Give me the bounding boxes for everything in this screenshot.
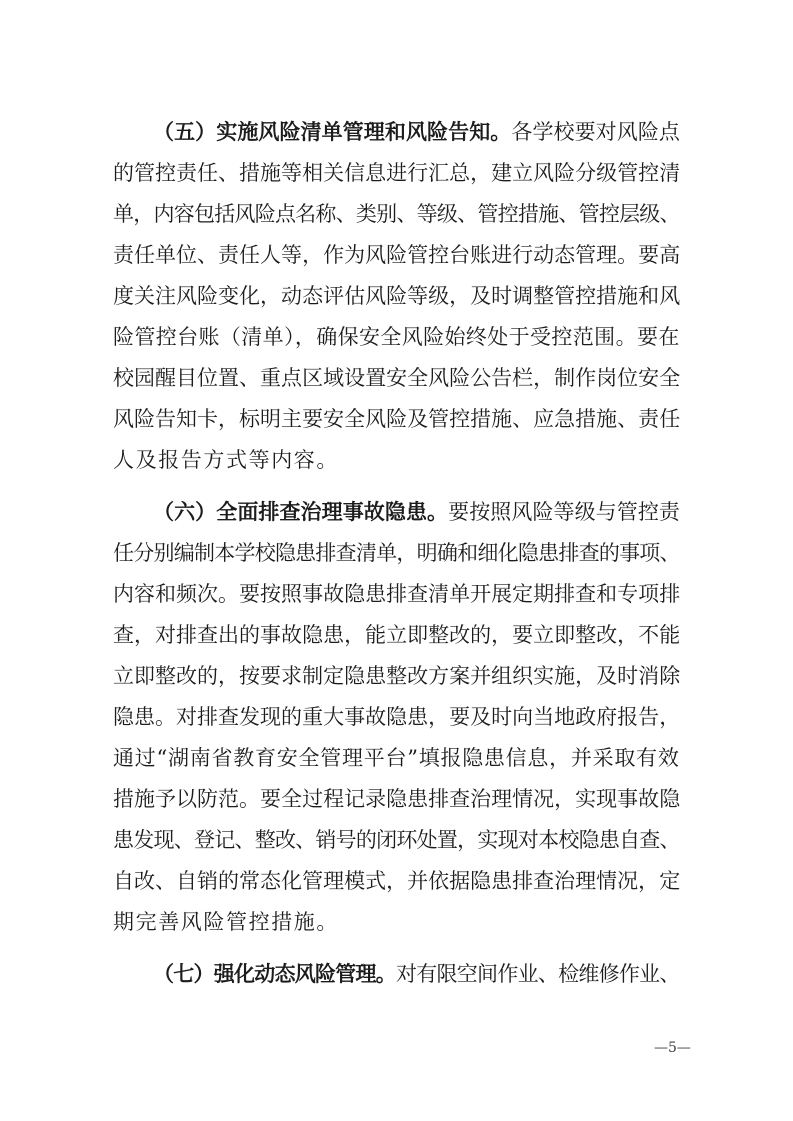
paragraph-7-first-line <box>153 959 680 989</box>
paragraph-6-line: 立即整改的，按要求制定隐患整改方案并组织实施，及时消除 <box>113 664 681 688</box>
paragraph-6-heading: （六）全面排查治理事故隐患。 <box>153 499 449 524</box>
paragraph-5-line: 校园醒目位置、重点区域设置安全风险公告栏，制作岗位安全 <box>113 366 681 390</box>
paragraph-6-line: 措施予以防范。要全过程记录隐患排查治理情况，实现事故隐 <box>113 787 681 811</box>
paragraph-5-line: 单，内容包括风险点名称、类别、等级、管控措施、管控层级、 <box>113 202 680 226</box>
paragraph-5-line: 度关注风险变化，动态评估风险等级，及时调整管控措施和风 <box>113 284 681 308</box>
paragraph-6-line: 患发现、登记、整改、销号的闭环处置，实现对本校隐患自查、 <box>113 828 680 852</box>
paragraph-6-line: 隐患。对排查发现的重大事故隐患，要及时向当地政府报告， <box>113 705 681 729</box>
paragraph-5-first-line <box>153 117 680 147</box>
paragraph-7-heading: （七）强化动态风险管理。 <box>153 961 397 986</box>
paragraph-5-line: 的管控责任、措施等相关信息进行汇总，建立风险分级管控清 <box>113 161 681 185</box>
paragraph-6-line: 任分别编制本学校隐患排查清单，明确和细化隐患排查的事项、 <box>113 541 680 565</box>
paragraph-6-line: 查，对排查出的事故隐患，能立即整改的，要立即整改，不能 <box>113 623 681 647</box>
paragraph-6-line: 通过“湖南省教育安全管理平台”填报隐患信息，并采取有效 <box>113 746 680 770</box>
paragraph-5-line: 人及报告方式等内容。 <box>113 448 339 472</box>
paragraph-5-line: 险管控台账（清单），确保安全风险始终处于受控范围。要在 <box>113 325 680 349</box>
paragraph-6-line: 内容和频次。要按照事故隐患排查清单开展定期排查和专项排 <box>113 582 681 606</box>
paragraph-5-line: 风险告知卡，标明主要安全风险及管控措施、应急措施、责任 <box>113 407 681 431</box>
paragraph-5-heading: （五）实施风险清单管理和风险告知。 <box>153 119 512 144</box>
paragraph-6-first-line <box>153 497 680 527</box>
paragraph-6-line: 自改、自销的常态化管理模式，并依据隐患排查治理情况，定 <box>113 869 681 893</box>
paragraph-6-first-line-rest: 要按照风险等级与管控责 <box>448 500 681 524</box>
paragraph-5-line: 责任单位、责任人等，作为风险管控台账进行动态管理。要高 <box>113 243 681 267</box>
paragraph-7-first-line-rest: 对有限空间作业、检维修作业、 <box>396 962 680 986</box>
paragraph-6-line: 期完善风险管控措施。 <box>113 910 339 934</box>
paragraph-5-first-line-rest: 各学校要对风险点 <box>511 120 680 144</box>
page-number: —5— <box>654 1040 691 1056</box>
